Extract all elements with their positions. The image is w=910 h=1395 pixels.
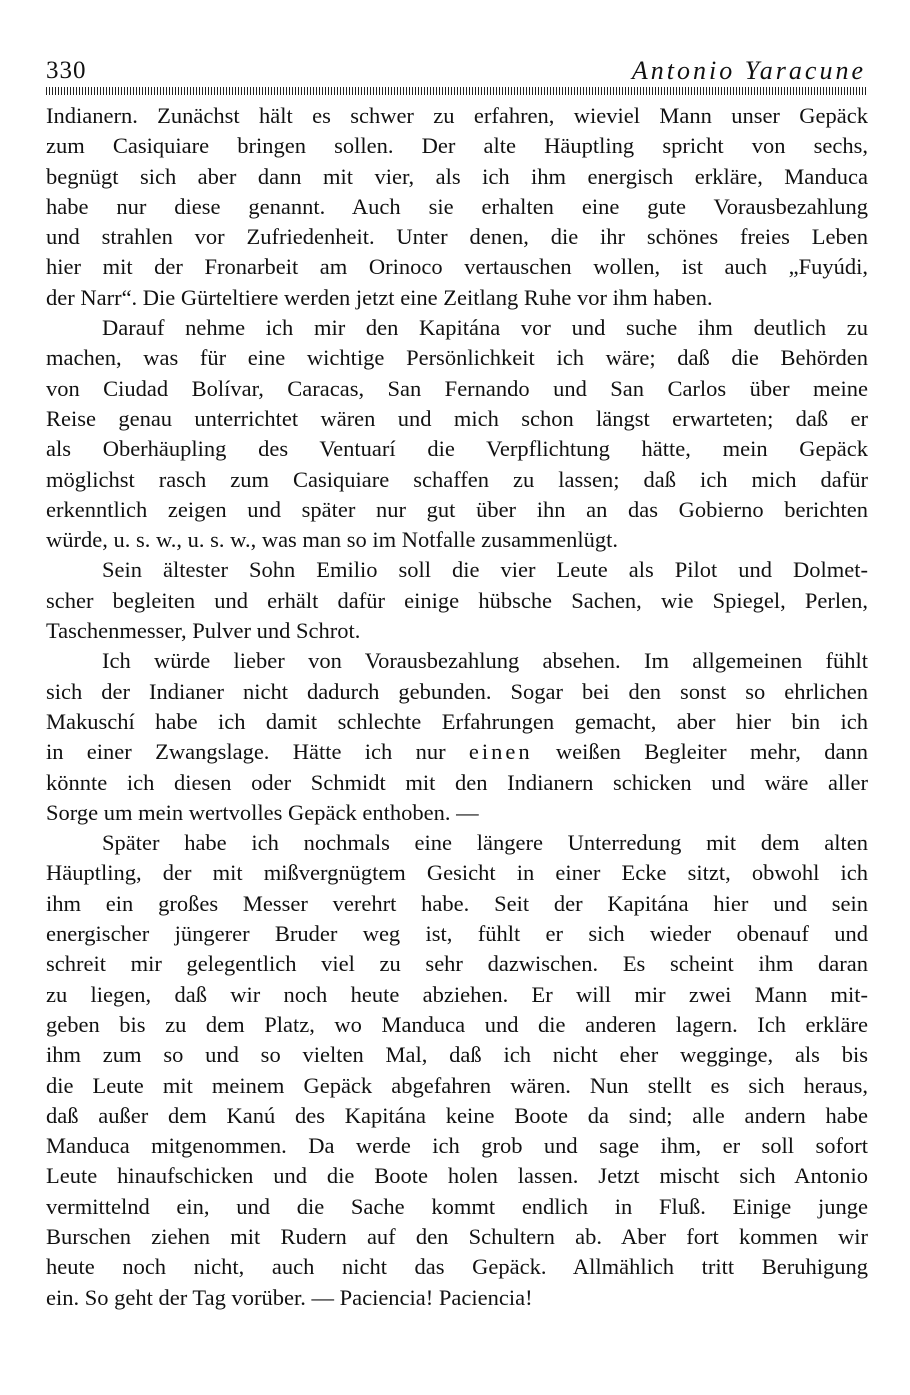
paragraph-4 [46, 646, 868, 828]
text-line [46, 737, 868, 767]
text-line: Ich würde lieber von Vorausbezahlung absehen. Im allgemeinen fühlt [102, 648, 868, 674]
text-line: scher begleiten und erhält dafür einige hübsche Sachen, wie Spiegel, Perlen, [46, 587, 868, 613]
text-line: heute noch nicht, auch nicht das Gepäck. Allmählich tritt Beruhigung [46, 1254, 868, 1280]
text-line: und strahlen vor Zufriedenheit. Unter denen, die ihr schönes freies Leben [46, 224, 868, 250]
text-line: der Narr“. Die Gürteltiere werden jetzt eine Zeitlang Ruhe vor ihm haben. [46, 284, 713, 310]
text-line: Sein ältester Sohn Emilio soll die vier Leute als Pilot und Dolmet- [102, 557, 868, 583]
text-line: als Oberhäupling des Ventuarí die Verpflichtung hätte, mein Gepäck [46, 436, 868, 462]
text-line: von Ciudad Bolívar, Caracas, San Fernando und San Carlos über meine [46, 375, 868, 401]
text-line: erkenntlich zeigen und später nur gut über ihn an das Gobierno berichten [46, 496, 868, 522]
paragraph-1 [46, 101, 868, 313]
text-line: machen, was für eine wichtige Persönlichkeit ich wäre; daß die Behörden [46, 345, 868, 371]
text-line: ein. So geht der Tag vorüber. — Paciencia! Paciencia! [46, 1284, 533, 1310]
text-line: ihm ein großes Messer verehrt habe. Seit der Kapitána hier und sein [46, 890, 868, 916]
running-head [46, 56, 866, 90]
text-line: schreit mir gelegentlich viel zu sehr dazwischen. Es scheint ihm daran [46, 951, 868, 977]
header-rule [46, 87, 866, 95]
text-line: könnte ich diesen oder Schmidt mit den Indianern schicken und wäre aller [46, 769, 868, 795]
text-line: Reise genau unterrichtet wären und mich schon längst erwarteten; daß er [46, 405, 868, 431]
spaced-emphasis: einen [468, 739, 533, 765]
text-line: begnügt sich aber dann mit vier, als ich ihm energisch erkläre, Manduca [46, 163, 868, 189]
text-line: Indianern. Zunächst hält es schwer zu erfahren, wieviel Mann unser Gepäck [46, 103, 868, 128]
text-line: Manduca mitgenommen. Da werde ich grob und sage ihm, er soll sofort [46, 1133, 868, 1159]
text-line: ihm zum so und so vielten Mal, daß ich nicht eher wegginge, als bis [46, 1042, 868, 1068]
paragraph-5 [46, 828, 868, 1313]
text-line: möglichst rasch zum Casiquiare schaffen zu lassen; daß ich mich dafür [46, 466, 868, 492]
body-text [46, 101, 868, 1313]
text-line: vermittelnd ein, und die Sache kommt endlich in Fluß. Einige junge [46, 1193, 868, 1219]
text-line: energischer jüngerer Bruder weg ist, fühlt er sich wieder obenauf und [46, 921, 868, 947]
text-line: Burschen ziehen mit Rudern auf den Schultern ab. Aber fort kommen wir [46, 1223, 868, 1249]
text-line: Darauf nehme ich mir den Kapitána vor und suche ihm deutlich zu [102, 315, 868, 341]
text-line: geben bis zu dem Platz, wo Manduca und die anderen lagern. Ich erkläre [46, 1011, 868, 1037]
text-line: sich der Indianer nicht dadurch gebunden. Sogar bei den sonst so ehrlichen [46, 678, 868, 704]
text-line: Makuschí habe ich damit schlechte Erfahrungen gemacht, aber hier bin ich [46, 708, 868, 734]
text-line: daß außer dem Kanú des Kapitána keine Boote da sind; alle andern habe [46, 1102, 868, 1128]
text-line: habe nur diese genannt. Auch sie erhalten eine gute Vorausbezahlung [46, 193, 868, 219]
text-line: hier mit der Fronarbeit am Orinoco vertauschen wollen, ist auch „Fuyúdi, [46, 254, 868, 280]
text-line: Häuptling, der mit mißvergnügtem Gesicht in einer Ecke sitzt, obwohl ich [46, 860, 868, 886]
text-line: zu liegen, daß wir noch heute abziehen. Er will mir zwei Mann mit- [46, 981, 868, 1007]
paragraph-3 [46, 555, 868, 646]
text-line: Leute hinaufschicken und die Boote holen lassen. Jetzt mischt sich Antonio [46, 1163, 868, 1189]
text-line: Taschenmesser, Pulver und Schrot. [46, 618, 361, 644]
paragraph-2 [46, 313, 868, 555]
page-number: 330 [46, 57, 87, 84]
text-fragment: in einer Zwangslage. Hätte ich nur [46, 739, 446, 765]
text-fragment: weißen Begleiter mehr, dann [555, 739, 868, 765]
running-title: Antonio Yaracune [631, 56, 866, 85]
text-line: zum Casiquiare bringen sollen. Der alte Häuptling spricht von sechs, [46, 133, 868, 159]
text-line: die Leute mit meinem Gepäck abgefahren wären. Nun stellt es sich heraus, [46, 1072, 868, 1098]
text-line: Später habe ich nochmals eine längere Unterredung mit dem alten [102, 830, 868, 856]
text-line: Sorge um mein wertvolles Gepäck enthoben. — [46, 799, 479, 825]
text-line: würde, u. s. w., u. s. w., was man so im Notfalle zusammenlügt. [46, 527, 618, 553]
